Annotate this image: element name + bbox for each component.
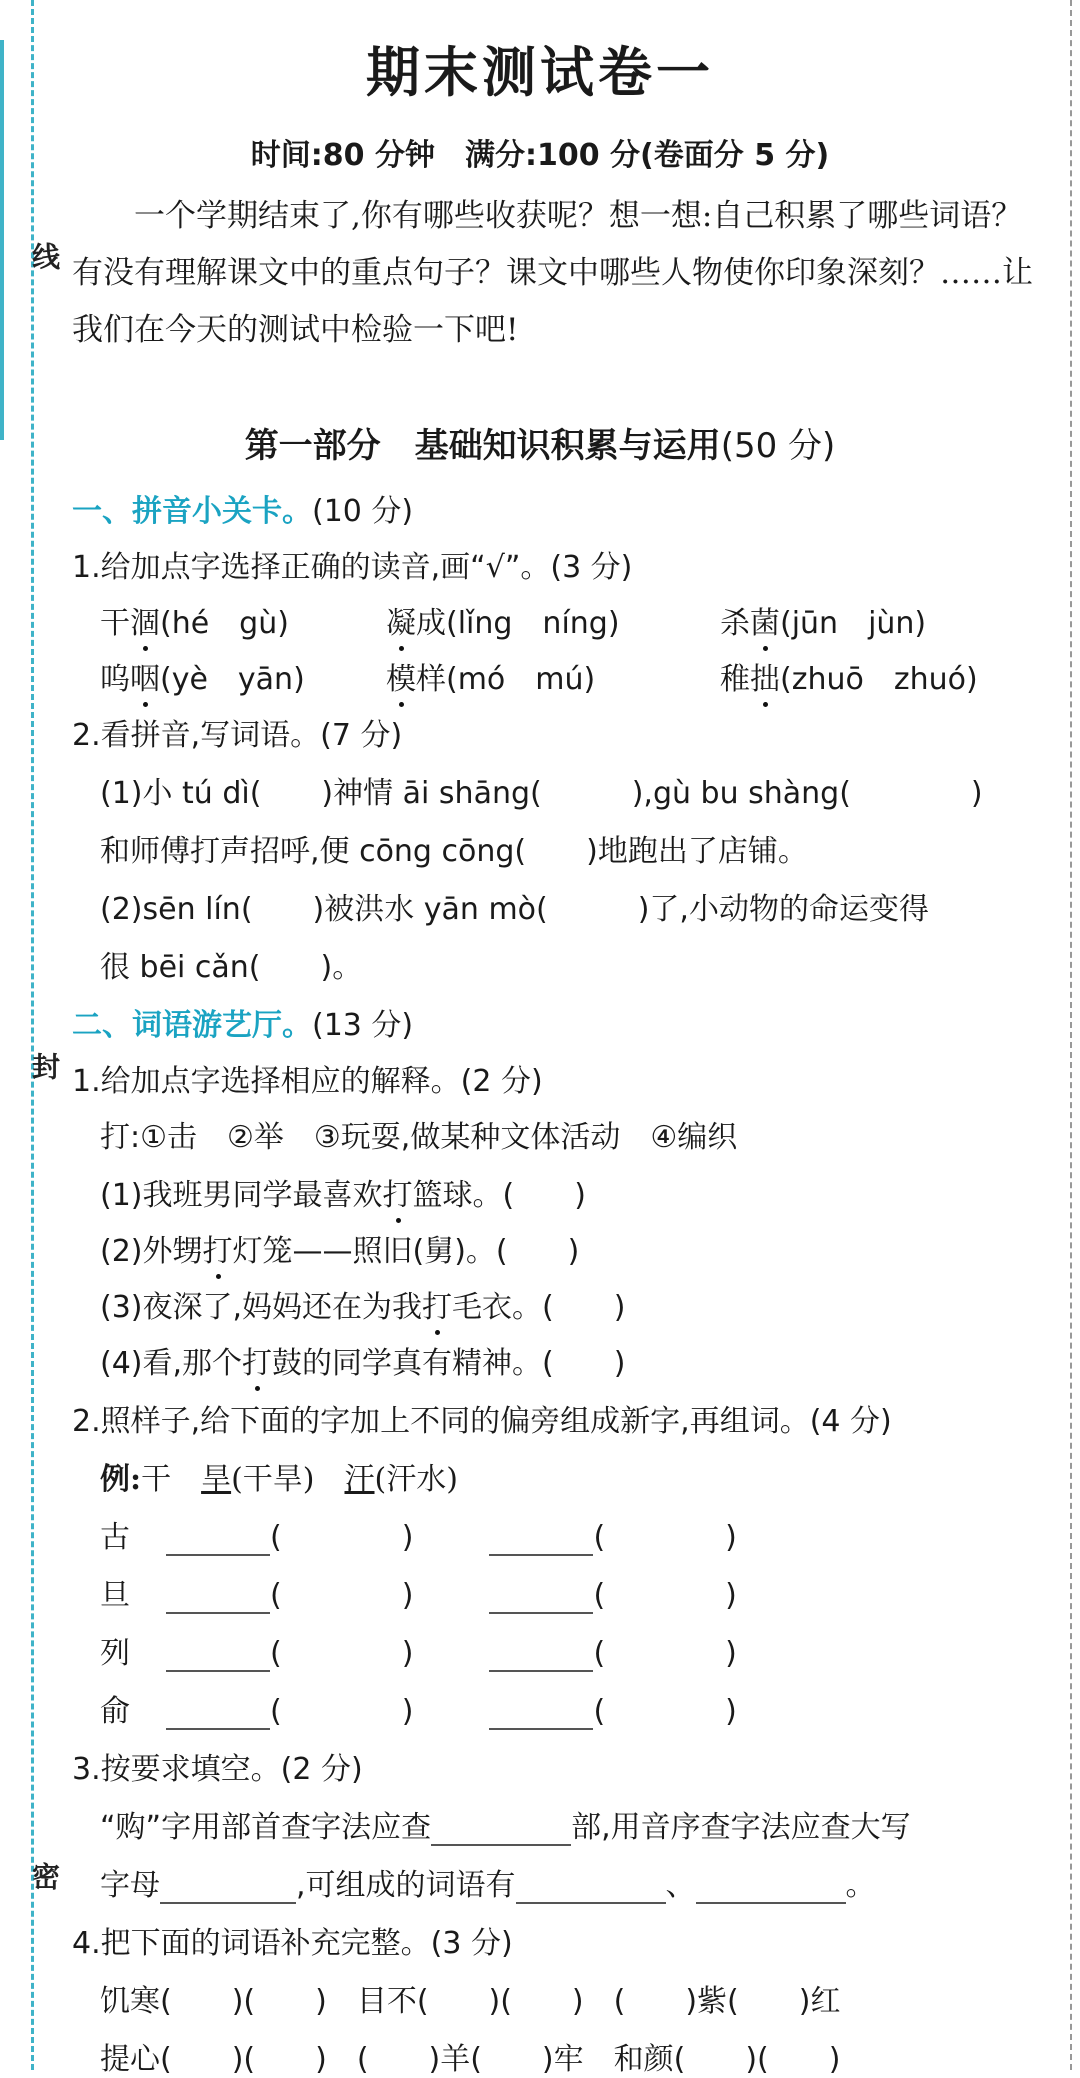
definition-item: (3)夜深了,妈妈还在为我打毛衣。( )	[100, 1290, 626, 1325]
question-2-1: 1.给加点字选择相应的解释。(2 分)	[72, 1064, 543, 1099]
section-1-points: (10 分)	[312, 494, 414, 529]
part-points: (50 分)	[720, 426, 836, 466]
pinyin-item: 杀菌(jūn jùn)	[720, 606, 927, 641]
pinyin-item: 凝成(lǐng níng)	[386, 606, 620, 641]
radical-row: 旦 ( ) ( )	[100, 1578, 737, 1613]
pinyin-item: 模样(mó mú)	[386, 662, 596, 697]
gutter-label-bottom: 密	[28, 1862, 61, 1890]
gutter-label-mid: 封	[28, 1052, 61, 1080]
pinyin-write-line: 和师傅打声招呼,便 cōng cōng( )地跑出了店铺。	[100, 834, 808, 869]
fill-line-1: “购”字用部首查字法应查 部,用音序查字法应查大写	[100, 1810, 911, 1845]
pinyin-write-line: 很 bēi cǎn( )。	[100, 950, 363, 985]
intro-paragraph: 一个学期结束了,你有哪些收获呢？想一想:自己积累了哪些词语？有没有理解课文中的重点句子？课文中哪些人物使你印象深刻？……让我们在今天的测试中检验一下吧!	[72, 198, 1033, 348]
section-1-heading	[72, 486, 413, 530]
radical-row: 古 ( ) ( )	[100, 1520, 737, 1555]
pinyin-item: 呜咽(yè yān)	[100, 662, 305, 697]
question-1-2: 2.看拼音,写词语。(7 分)	[72, 718, 403, 753]
question-2-3: 3.按要求填空。(2 分)	[72, 1752, 363, 1787]
definition-options: 打:①击 ②举 ③玩耍,做某种文体活动 ④编织	[100, 1120, 738, 1155]
part-heading	[0, 418, 1080, 467]
pinyin-write-line: (1)小 tú dì( )神情 āi shāng( ),gù bu shàng( )	[100, 776, 983, 811]
pinyin-item: 稚拙(zhuō zhuó)	[720, 662, 978, 697]
definition-item: (2)外甥打灯笼——照旧(舅)。( )	[100, 1234, 580, 1269]
idiom-line: 提心( )( ) ( )羊( )牢 和颜( )( )	[100, 2042, 841, 2077]
section-2-label: 二、词语游艺厅。	[72, 1008, 312, 1043]
page-title: 期末测试卷一	[366, 40, 714, 104]
question-2-4: 4.把下面的词语补充完整。(3 分)	[72, 1926, 513, 1961]
radical-example: 例:干 旱(干旱) 汗(汗水)	[100, 1462, 458, 1497]
right-border-line	[1070, 0, 1072, 2070]
section-2-heading	[72, 1000, 413, 1044]
exam-meta: 时间:80 分钟 满分:100 分(卷面分 5 分)	[250, 138, 830, 173]
gutter-label-top: 线	[28, 242, 61, 270]
definition-item: (4)看,那个打鼓的同学真有精神。( )	[100, 1346, 626, 1381]
question-2-2: 2.照样子,给下面的字加上不同的偏旁组成新字,再组词。(4 分)	[72, 1404, 892, 1439]
section-1-label: 一、拼音小关卡。	[72, 494, 312, 529]
definition-item: (1)我班男同学最喜欢打篮球。( )	[100, 1178, 586, 1213]
radical-row: 俞 ( ) ( )	[100, 1694, 737, 1729]
radical-row: 列 ( ) ( )	[100, 1636, 737, 1671]
pinyin-item: 干涸(hé gù)	[100, 606, 289, 641]
section-2-points: (13 分)	[312, 1008, 414, 1043]
part-label: 第一部分 基础知识积累与运用	[244, 426, 721, 466]
binding-line	[31, 0, 34, 2070]
question-1-1: 1.给加点字选择正确的读音,画“√”。(3 分)	[72, 550, 633, 585]
idiom-line: 饥寒( )( ) 目不( )( ) ( )紫( )红	[100, 1984, 841, 2019]
fill-line-2: 字母 ,可组成的词语有 、 。	[100, 1868, 876, 1903]
pinyin-write-line: (2)sēn lín( )被洪水 yān mò( )了,小动物的命运变得	[100, 892, 929, 927]
